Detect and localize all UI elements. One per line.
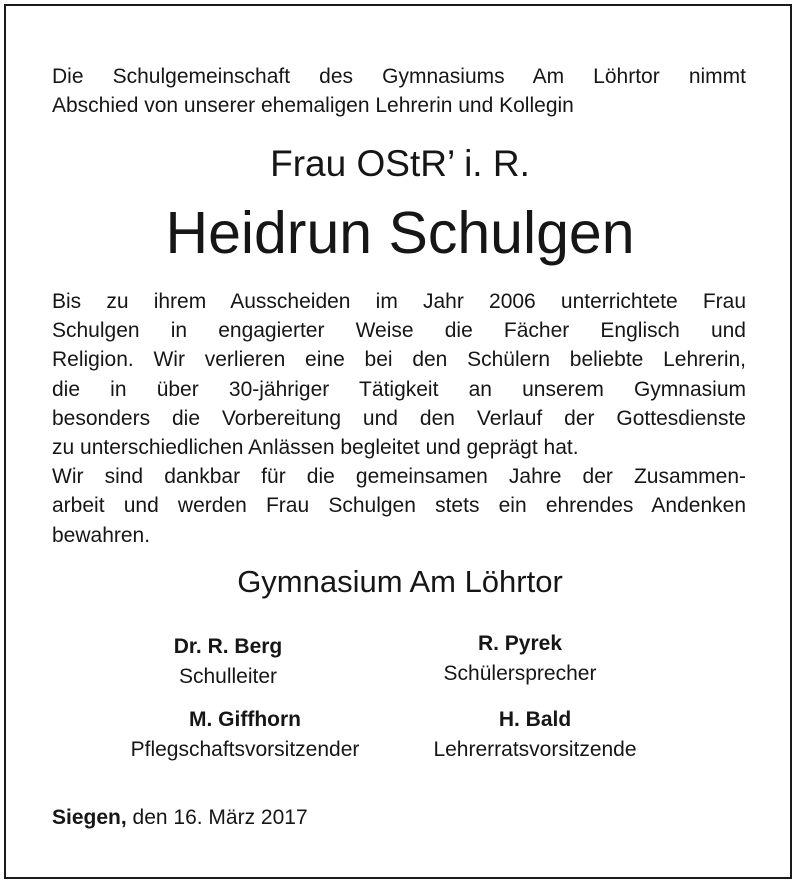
signatory-role: Lehrerratsvorsitzende (433, 738, 637, 761)
signatory (380, 629, 660, 689)
signatory-name: Dr. R. Berg (173, 635, 283, 658)
signatory-role: Pflegschaftsvorsitzender (130, 738, 360, 761)
intro-line: Die Schulgemeinschaft des Gymnasiums Am Löhrtor nimmt (52, 65, 746, 88)
body-line: Religion. Wir verlieren eine bei den Schülern beliebte Lehrerin, (52, 348, 746, 372)
place: Siegen, (52, 806, 127, 829)
body-line: zu unterschiedlichen Anlässen begleitet und geprägt hat. (52, 436, 579, 460)
signatory-role: Schülersprecher (443, 662, 597, 685)
body-line: Wir sind dankbar für die gemeinsamen Jahre der Zusammen- (52, 465, 746, 489)
signatory-name: R. Pyrek (477, 632, 563, 655)
signatory-role: Schulleiter (178, 665, 278, 688)
intro-text (52, 62, 746, 120)
body-line: bewahren. (52, 523, 151, 547)
body-line: Schulgen in engagierter Weise die Fächer Englisch und (52, 319, 746, 343)
deceased-name: Heidrun Schulgen (165, 200, 635, 266)
body-line: die in über 30-jähriger Tätigkeit an unserem Gymnasium (52, 377, 746, 401)
body-text (52, 287, 746, 550)
body-line: arbeit und werden Frau Schulgen stets ein ehrendes Andenken (52, 494, 746, 518)
intro-line: Abschied von unserer ehemaligen Lehrerin und Kollegin (52, 94, 574, 117)
school-name: Gymnasium Am Löhrtor (237, 564, 563, 599)
honorific-title: Frau OStR’ i. R. (270, 143, 530, 184)
signatory-name: H. Bald (498, 708, 572, 731)
place-date (52, 803, 308, 833)
signatory (395, 705, 675, 765)
signatory (100, 705, 390, 765)
signatory (88, 632, 368, 692)
body-line: Bis zu ihrem Ausscheiden im Jahr 2006 unterrichtete Frau (52, 290, 746, 313)
date: den 16. März 2017 (126, 806, 308, 829)
body-line: besonders die Vorbereitung und den Verlauf der Gottesdienste (52, 406, 746, 430)
signatory-name: M. Giffhorn (189, 708, 301, 731)
